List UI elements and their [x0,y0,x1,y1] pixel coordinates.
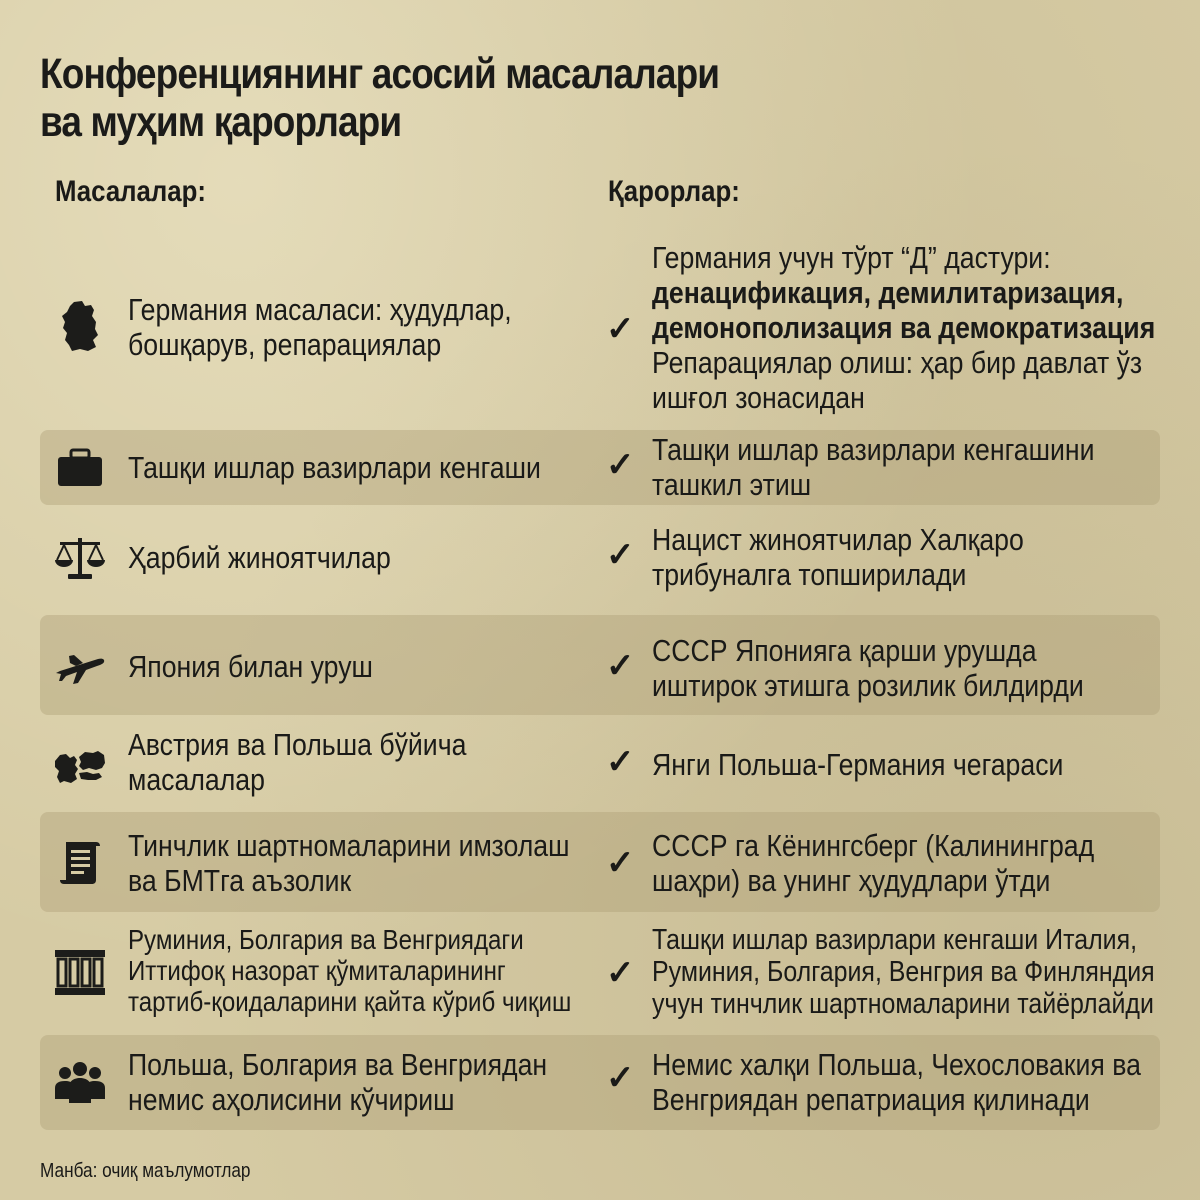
decision-bold-line: денацификация, демилитаризация, [652,275,1124,310]
issue-text [128,292,558,362]
issue-text [128,727,558,797]
issue-text [128,828,570,898]
issue-line: тартиб-қоидаларини қайта кўриб чиқиш [128,986,572,1017]
decision-line: шаҳри) ва унинг ҳудудлари ўтди [652,863,1051,898]
check-icon: ✓ [606,1059,635,1097]
decision-text [652,432,1168,502]
table-row [40,1035,1160,1130]
issue-line: Руминия, Болгария ва Венгриядаги [128,924,524,955]
decision-text [652,240,1168,415]
decision-line: учун тинчлик шартномаларини тайёрлайди [652,988,1154,1020]
title-line-2: ва муҳим қарорлари [40,98,402,146]
issue-text [128,450,558,485]
decision-line: СССР Японияга қарши урушда [652,633,1037,668]
decision-line: Нацист жиноятчилар Халқаро [652,522,1024,557]
page-title [40,50,986,146]
decision-line: Янги Польша-Германия чегараси [652,747,1064,782]
columns-building-icon [52,944,108,1000]
decision-text [652,633,1168,703]
table-row [40,430,1160,505]
decision-line: Венгриядан репатриация қилинади [652,1082,1090,1117]
table-row [40,812,1160,912]
briefcase-icon [52,440,108,496]
decision-line: Репарациялар олиш: ҳар бир давлат ўз [652,345,1143,380]
decision-line: трибуналга топширилади [652,557,967,592]
title-line-1: Конференциянинг асосий масалалари [40,50,720,98]
decision-line: Руминия, Болгария, Венгрия ва Финляндия [652,956,1155,988]
issue-line: ва БМТга аъзолик [128,863,352,898]
decision-line: ишғол зонасидан [652,380,865,415]
check-icon: ✓ [606,844,635,882]
decision-text [652,747,1168,782]
issues-column-header: Масалалар: [55,175,206,208]
check-icon: ✓ [606,310,635,348]
airplane-icon [52,637,108,693]
issue-line: Иттифоқ назорат қўмиталарининг [128,955,506,986]
decision-line: ташкил этиш [652,467,812,502]
issue-line: Польша, Болгария ва Венгриядан [128,1047,548,1082]
issue-line: Ташқи ишлар вазирлари кенгаши [128,450,541,485]
check-icon: ✓ [606,954,635,992]
decision-line: Немис халқи Польша, Чехословакия ва [652,1047,1141,1082]
issue-line: Тинчлик шартномаларини имзолаш [128,828,570,863]
issue-line: бошқарув, репарациялар [128,327,442,362]
decision-text [652,828,1168,898]
decision-text [652,522,1168,592]
decision-line: Ташқи ишлар вазирлари кенгаши Италия, [652,924,1138,956]
source-note: Манба: очиқ маълумотлар [40,1160,251,1182]
check-icon: ✓ [606,536,635,574]
issue-line: Германия масаласи: ҳудудлар, [128,292,512,327]
issue-line: немис аҳолисини кўчириш [128,1082,455,1117]
decisions-column-header: Қарорлар: [608,175,740,208]
table-row [40,518,1160,598]
scales-icon [52,530,108,586]
table-row [40,922,1160,1027]
check-icon: ✓ [606,647,635,685]
issue-text [128,1047,558,1117]
issue-text [128,924,601,1017]
decision-line: Германия учун тўрт “Д” дастури: [652,240,1051,275]
issue-line: Австрия ва Польша бўйича [128,727,467,762]
table-row [40,615,1160,715]
issue-text [128,649,558,684]
germany-map-icon [52,298,108,354]
issue-line: масалалар [128,762,265,797]
decision-line: Ташқи ишлар вазирлари кенгашини [652,432,1095,467]
scroll-icon [52,834,108,890]
issue-text [128,540,558,575]
decision-line: СССР га Кёнингсберг (Калининград [652,828,1095,863]
issue-line: Ҳарбий жиноятчилар [128,540,391,575]
check-icon: ✓ [606,446,635,484]
decision-text [652,1047,1168,1117]
table-row [40,240,1160,415]
people-group-icon [52,1055,108,1111]
decision-line: иштирок этишга розилик билдирди [652,668,1084,703]
decision-bold-line: демонополизация ва демократизация [652,310,1156,345]
austria-poland-map-icon [52,737,108,793]
decision-text [652,924,1185,1020]
issue-line: Япония билан уруш [128,649,373,684]
check-icon: ✓ [606,743,635,781]
table-row [40,727,1160,802]
